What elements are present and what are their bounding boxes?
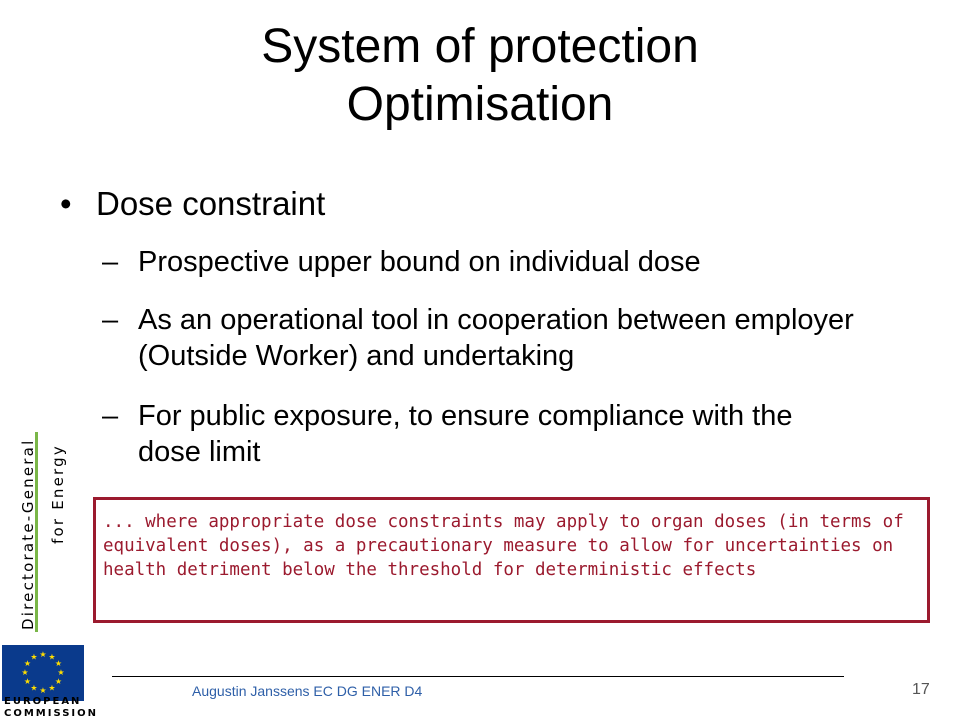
svg-text:★: ★ <box>48 683 56 693</box>
svg-text:★: ★ <box>30 683 38 693</box>
footer-divider <box>112 676 844 677</box>
eu-flag-logo <box>2 645 84 701</box>
svg-text:★: ★ <box>23 659 32 668</box>
sub-item-dash: – <box>102 304 119 336</box>
svg-text:★: ★ <box>57 668 65 677</box>
svg-text:★: ★ <box>39 650 47 659</box>
sidebar-line-2: for Energy <box>49 444 67 544</box>
logo-line-2: COMMISSION <box>4 708 99 719</box>
main-bullet <box>60 184 325 224</box>
svg-text:★: ★ <box>23 677 32 686</box>
title-line-2: Optimisation <box>346 78 614 131</box>
directorate-general-label <box>8 432 68 632</box>
title-line-1: System of protection <box>261 20 699 73</box>
sub-item <box>102 302 892 374</box>
sub-item <box>102 244 902 280</box>
svg-text:★: ★ <box>54 659 63 668</box>
page-number: 17 <box>912 681 930 698</box>
sub-item-text: Prospective upper bound on individual dose <box>138 246 701 278</box>
eu-stars-icon <box>2 645 84 701</box>
note-box: ... where appropriate dose constraints may apply to organ doses (in terms of equivalent doses), as a precautionary measure to allow for uncertainties on health detriment below the threshold for deterministic effects <box>93 497 930 623</box>
svg-text:★: ★ <box>39 686 47 695</box>
slide-title <box>100 18 860 134</box>
sidebar-line-1: Directorate-General <box>19 438 37 630</box>
svg-text:★: ★ <box>54 677 63 686</box>
sub-item-text: As an operational tool in cooperation between employer (Outside Worker) and undertaking <box>138 304 854 372</box>
sub-item-dash: – <box>102 400 119 432</box>
sub-item-dash: – <box>102 246 119 278</box>
footer-author: Augustin Janssens EC DG ENER D4 <box>192 683 423 699</box>
sub-item-text: For public exposure, to ensure compliance with the dose limit <box>138 400 793 468</box>
logo-line-1: EUROPEAN <box>4 696 82 707</box>
svg-text:★: ★ <box>48 652 56 662</box>
bullet-marker: • <box>60 185 72 222</box>
sub-item <box>102 398 862 470</box>
european-commission-label <box>4 696 98 720</box>
svg-text:★: ★ <box>30 652 38 662</box>
svg-text:★: ★ <box>21 668 29 677</box>
main-bullet-label: Dose constraint <box>96 185 326 222</box>
